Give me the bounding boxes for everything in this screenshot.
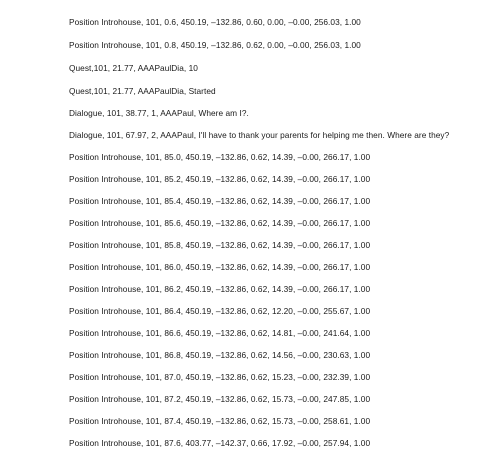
log-line: Position Introhouse, 101, 87.0, 450.19, –132.86, 0.62, 15.23, –0.00, 232.39, 1.00 (69, 372, 371, 382)
log-line: Position Introhouse, 101, 85.4, 450.19, –132.86, 0.62, 14.39, –0.00, 266.17, 1.00 (69, 196, 371, 206)
log-line: Position Introhouse, 101, 87.2, 450.19, –132.86, 0.62, 15.73, –0.00, 247.85, 1.00 (69, 394, 371, 404)
log-line: Position Introhouse, 101, 86.2, 450.19, –132.86, 0.62, 14.39, –0.00, 266.17, 1.00 (69, 284, 371, 294)
log-line: Position Introhouse, 101, 87.4, 450.19, –132.86, 0.62, 15.73, –0.00, 258.61, 1.00 (69, 416, 371, 426)
log-line: Position Introhouse, 101, 85.8, 450.19, –132.86, 0.62, 14.39, –0.00, 266.17, 1.00 (69, 240, 371, 250)
log-line: Position Introhouse, 101, 87.6, 403.77, –142.37, 0.66, 17.92, –0.00, 257.94, 1.00 (69, 438, 371, 448)
log-line: Quest,101, 21.77, AAAPaulDia, Started (69, 86, 216, 96)
log-line: Position Introhouse, 101, 86.8, 450.19, –132.86, 0.62, 14.56, –0.00, 230.63, 1.00 (69, 350, 371, 360)
log-line: Position Introhouse, 101, 0.6, 450.19, –132.86, 0.60, 0.00, –0.00, 256.03, 1.00 (69, 17, 361, 27)
log-line: Position Introhouse, 101, 0.8, 450.19, –132.86, 0.62, 0.00, –0.00, 256.03, 1.00 (69, 40, 361, 50)
log-line: Position Introhouse, 101, 85.0, 450.19, –132.86, 0.62, 14.39, –0.00, 266.17, 1.00 (69, 152, 371, 162)
log-line: Position Introhouse, 101, 85.2, 450.19, –132.86, 0.62, 14.39, –0.00, 266.17, 1.00 (69, 174, 371, 184)
log-line: Quest,101, 21.77, AAAPaulDia, 10 (69, 63, 198, 73)
log-line: Position Introhouse, 101, 86.0, 450.19, –132.86, 0.62, 14.39, –0.00, 266.17, 1.00 (69, 262, 371, 272)
log-line: Dialogue, 101, 38.77, 1, AAAPaul, Where am I?. (69, 108, 249, 118)
log-line: Position Introhouse, 101, 86.6, 450.19, –132.86, 0.62, 14.81, –0.00, 241.64, 1.00 (69, 328, 371, 338)
log-line: Position Introhouse, 101, 85.6, 450.19, –132.86, 0.62, 14.39, –0.00, 266.17, 1.00 (69, 218, 371, 228)
log-line: Dialogue, 101, 67.97, 2, AAAPaul, I'll have to thank your parents for helping me then. Where are they? (69, 130, 450, 140)
log-line: Position Introhouse, 101, 86.4, 450.19, –132.86, 0.62, 12.20, –0.00, 255.67, 1.00 (69, 306, 371, 316)
